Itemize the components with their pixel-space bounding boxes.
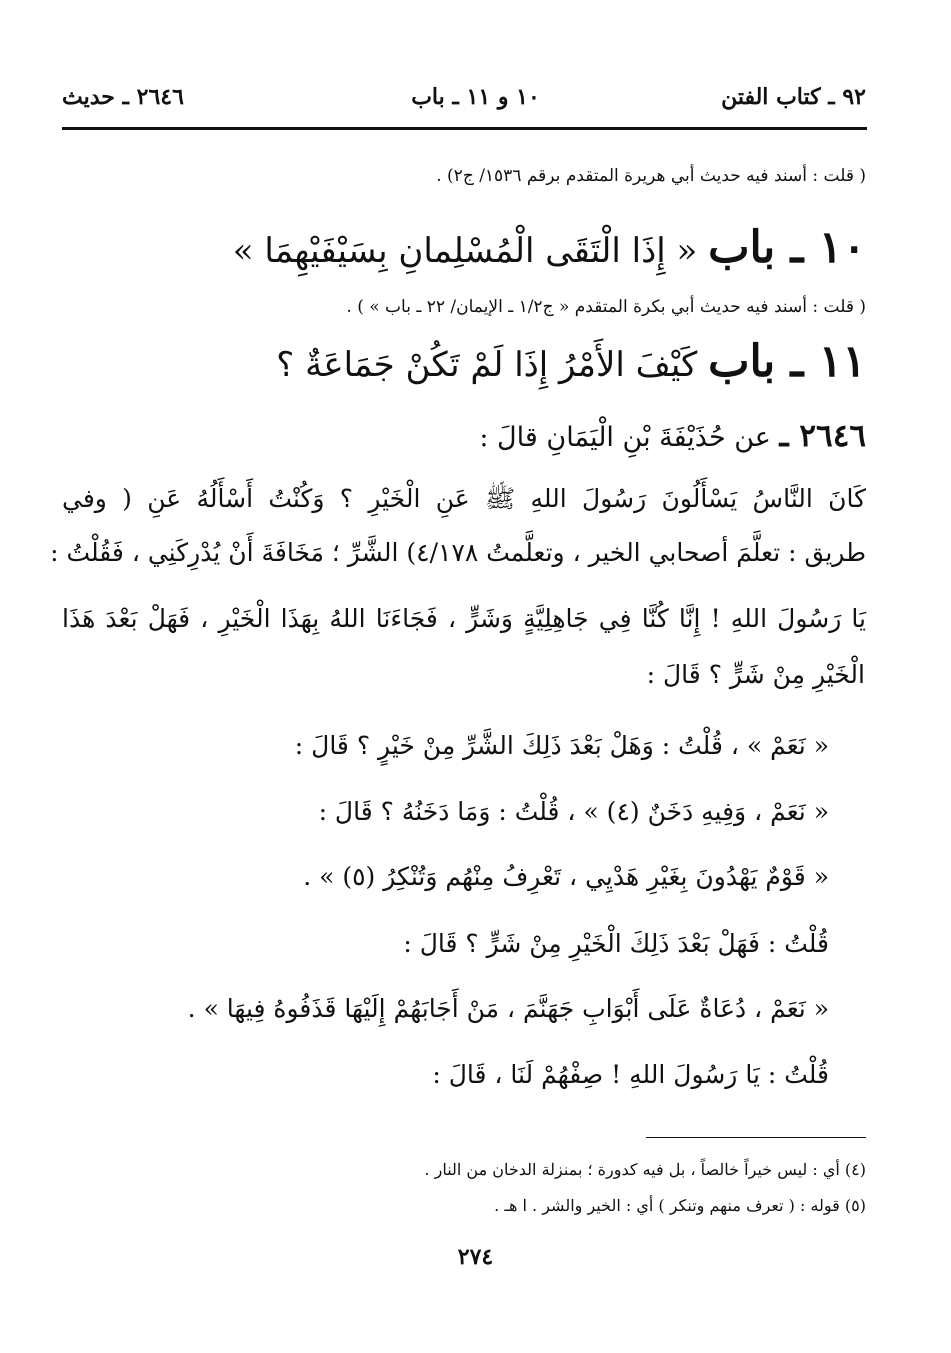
- chapter-heading-10: [233, 222, 866, 273]
- text-line: يَا رَسُولَ اللهِ ! إِنَّا كُنَّا فِي جَاهِلِيَّةٍ وَشَرٍّ ، فَجَاءَنَا اللهُ بِهَذَا الْخَيْرِ ، فَهَلْ بَعْدَ هَذَا: [62, 604, 866, 633]
- header-rule: [62, 127, 867, 130]
- text-line: « نَعَمْ ، وَفِيهِ دَخَنٌ (٤) » ، قُلْتُ : وَمَا دَخَنُهُ ؟ قَالَ :: [318, 797, 829, 826]
- text-line: كَانَ النَّاسُ يَسْأَلُونَ رَسُولَ اللهِ ﷺ عَنِ الْخَيْرِ ؟ وَكُنْتُ أَسْأَلُهُ عَنِ ( وفي: [62, 484, 866, 513]
- note-paragraph: ( قلت : أسند فيه حديث أبي هريرة المتقدم برقم ١٥٣٦/ ج٢) .: [436, 166, 866, 186]
- hadith-narrator: عن حُذَيْفَةَ بْنِ الْيَمَانِ قالَ :: [479, 422, 771, 453]
- hadith-number: ٢٦٤٦ ـ: [779, 418, 866, 454]
- footnote-rule: [646, 1137, 866, 1138]
- hadith-heading: [479, 418, 866, 454]
- footnote: (٤) أي : ليس خيراً خالصاً ، بل فيه كدورة ؛ بمنزلة الدخان من النار .: [424, 1160, 866, 1179]
- text-line: الْخَيْرِ مِنْ شَرٍّ ؟ قَالَ :: [646, 660, 865, 689]
- running-header-chapter: ٩٢ ـ كتاب الفتن: [721, 84, 866, 110]
- text-line: « نَعَمْ » ، قُلْتُ : وَهَلْ بَعْدَ ذَلِكَ الشَّرِّ مِنْ خَيْرٍ ؟ قَالَ :: [294, 731, 829, 760]
- chapter-title: « إِذَا الْتَقَى الْمُسْلِمانِ بِسَيْفَيْهِمَا »: [232, 231, 698, 271]
- chapter-title: كَيْفَ الأَمْرُ إِذَا لَمْ تَكُنْ جَمَاعَةٌ ؟: [276, 345, 698, 385]
- running-header-section: ١٠ و ١١ ـ باب: [411, 84, 540, 110]
- text-line: قُلْتُ : يَا رَسُولَ اللهِ ! صِفْهُمْ لَنَا ، قَالَ :: [432, 1060, 829, 1089]
- text-line: « نَعَمْ ، دُعَاةٌ عَلَى أَبْوَابِ جَهَنَّمَ ، مَنْ أَجَابَهُمْ إِلَيْهَا قَذَفُوهُ فِيهَا » .: [187, 994, 829, 1023]
- chapter-heading-11: [276, 336, 866, 387]
- page-number: ٢٧٤: [457, 1244, 494, 1270]
- text-line: طريق : تعلَّمَ أصحابي الخير ، وتعلَّمتُ ٤/١٧٨) الشَّرِّ ؛ مَخَافَةَ أَنْ يُدْرِكَنِي ، فَقُلْتُ :: [50, 538, 866, 567]
- note-paragraph: ( قلت : أسند فيه حديث أبي بكرة المتقدم « ج١/٢ ـ الإيمان/ ٢٢ ـ باب » ) .: [346, 297, 866, 317]
- text-line: « قَوْمٌ يَهْدُونَ بِغَيْرِ هَدْيِي ، تَعْرِفُ مِنْهُم وَتُنْكِرُ (٥) » .: [303, 862, 829, 891]
- chapter-number: ١٠ ـ باب: [708, 222, 866, 273]
- running-header-hadith: ٢٦٤٦ ـ حديث: [62, 84, 184, 110]
- text-line: قُلْتُ : فَهَلْ بَعْدَ ذَلِكَ الْخَيْرِ مِنْ شَرٍّ ؟ قَالَ :: [403, 929, 829, 958]
- footnote: (٥) قوله : ( تعرف منهم وتنكر ) أي : الخير والشر . ا هـ .: [494, 1196, 866, 1215]
- chapter-number: ١١ ـ باب: [708, 336, 866, 387]
